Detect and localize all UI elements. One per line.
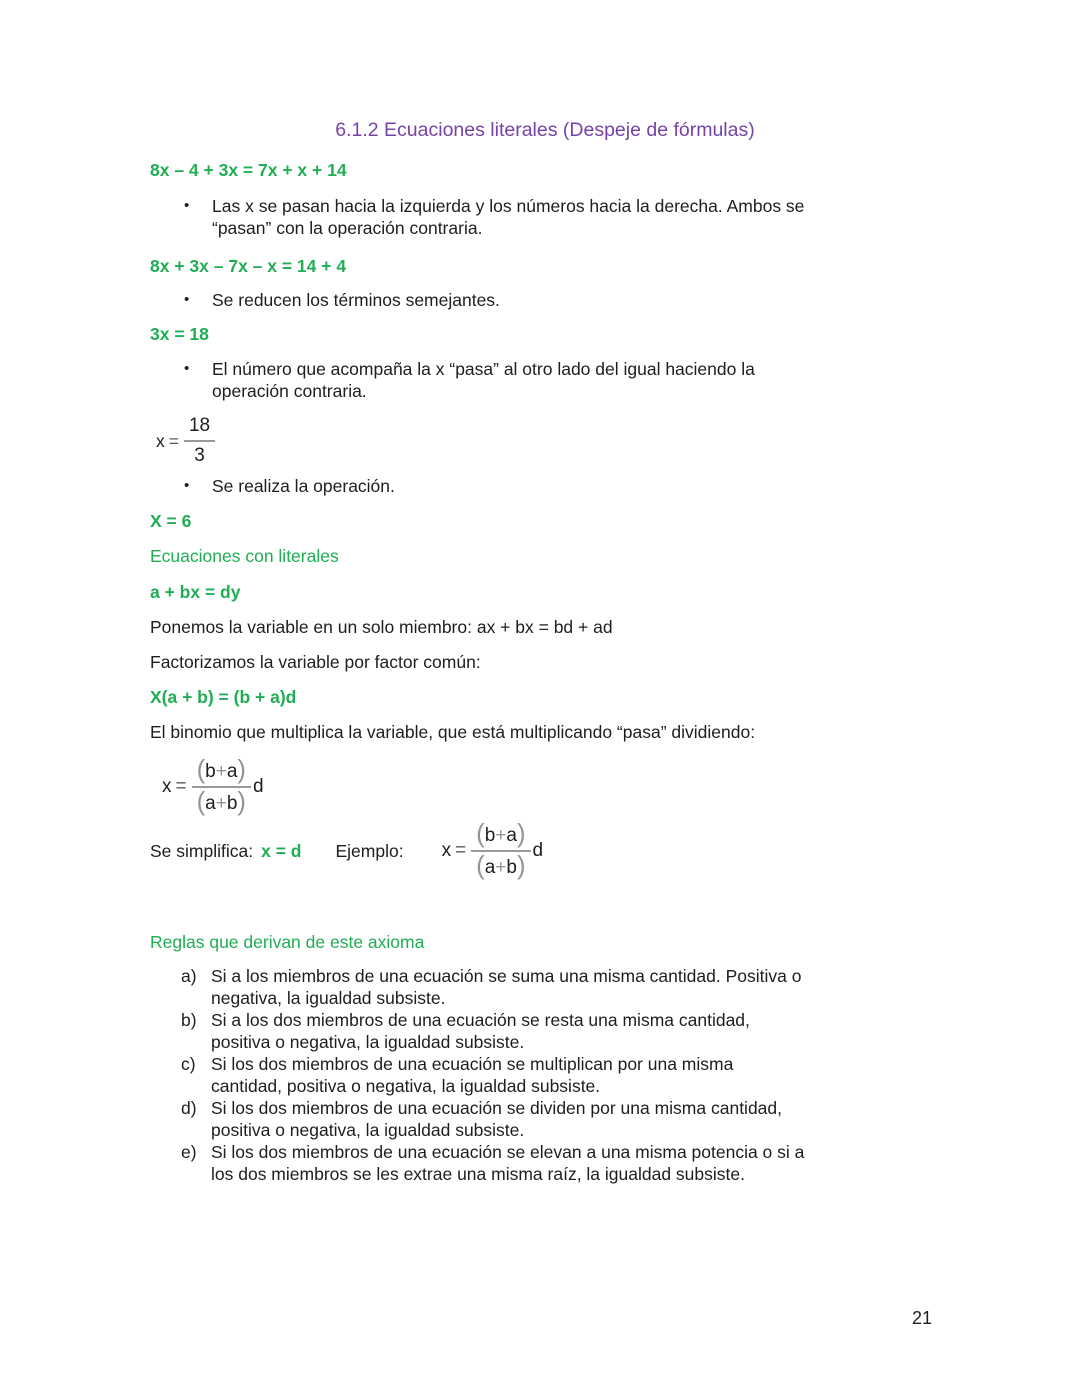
simplify-line <box>150 821 940 881</box>
paragraph: Ponemos la variable en un solo miembro: ax + bx = bd + ad <box>150 617 613 637</box>
bullet-line: operación contraria. <box>212 381 367 401</box>
subheading-reglas-axioma: Reglas que derivan de este axioma <box>150 932 425 952</box>
list-marker: e) <box>181 1142 197 1162</box>
page-number: 21 <box>911 1308 932 1328</box>
paren-close: ) <box>516 820 526 848</box>
rule-line: Si a los miembros de una ecuación se suma una misma cantidad. Positiva o <box>211 966 802 986</box>
bullet-icon: • <box>184 477 190 494</box>
bullet-text <box>212 195 804 239</box>
equation-x-equals-18-over-3 <box>156 413 940 469</box>
paren-close: ) <box>237 788 246 816</box>
paren-close: ) <box>237 756 246 784</box>
rule-line: Si los dos miembros de una ecuación se elevan a una misma potencia o si a <box>211 1142 805 1162</box>
bullet-item-4 <box>150 475 940 497</box>
bullet-item-1 <box>150 195 940 239</box>
rule-item-a <box>150 965 940 1009</box>
math-term: b <box>484 825 496 846</box>
example-label: Ejemplo: <box>335 841 404 861</box>
bullet-item-2 <box>150 289 940 311</box>
rule-line: negativa, la igualdad subsiste. <box>211 988 446 1008</box>
rule-line: los dos miembros se les extrae una misma raíz, la igualdad subsiste. <box>211 1164 745 1184</box>
equation-step-1: 8x – 4 + 3x = 7x + x + 14 <box>150 160 347 180</box>
list-marker: c) <box>181 1054 196 1074</box>
math-term: a <box>205 793 216 814</box>
bullet-icon: • <box>184 291 190 308</box>
rule-line: Si los dos miembros de una ecuación se multiplican por una misma <box>211 1054 734 1074</box>
equation-x-equals-ba-over-ab <box>162 757 940 817</box>
rule-line: cantidad, positiva o negativa, la igualdad subsiste. <box>211 1076 601 1096</box>
plus-sign: + <box>215 761 227 782</box>
rules-list <box>150 965 940 1185</box>
equals-sign: = <box>455 840 467 861</box>
rule-item-c <box>150 1053 940 1097</box>
paragraph: Factorizamos la variable por factor común: <box>150 652 481 672</box>
paren-close: ) <box>516 852 526 880</box>
math-variable: x <box>156 431 165 451</box>
equals-sign: = <box>175 776 187 797</box>
bullet-text: Se realiza la operación. <box>212 476 395 496</box>
fraction-numerator: 18 <box>184 413 215 442</box>
list-marker: b) <box>181 1010 197 1030</box>
rule-text <box>211 1141 804 1185</box>
plus-sign: + <box>215 793 227 814</box>
bullet-line: Las x se pasan hacia la izquierda y los números hacia la derecha. Ambos se <box>212 196 805 216</box>
paren-open: ( <box>476 852 485 880</box>
math-term: b <box>226 793 238 814</box>
rule-text <box>211 1053 733 1097</box>
plus-sign: + <box>495 857 507 878</box>
page-content <box>150 0 940 1185</box>
subheading-ecuaciones-con-literales: Ecuaciones con literales <box>150 546 339 566</box>
math-term: a <box>484 857 496 878</box>
list-marker: d) <box>181 1098 197 1118</box>
math-multiplier: d <box>532 840 544 861</box>
math-variable: x <box>441 840 452 861</box>
bullet-line: El número que acompaña la x “pasa” al otro lado del igual haciendo la <box>212 359 755 379</box>
rule-line: Si a los dos miembros de una ecuación se resta una misma cantidad, <box>211 1010 750 1030</box>
rule-text <box>211 1009 750 1053</box>
fraction <box>192 757 251 817</box>
math-term: b <box>205 761 216 782</box>
fraction-numerator <box>471 821 530 852</box>
fraction <box>184 413 215 469</box>
math-multiplier: d <box>252 776 264 797</box>
simplify-result: x = d <box>261 841 302 861</box>
rule-line: positiva o negativa, la igualdad subsiste. <box>211 1120 525 1140</box>
equation-literal-1: a + bx = dy <box>150 582 241 602</box>
equation-example-x-equals-ba-over-ab <box>442 821 544 881</box>
paren-open: ( <box>196 756 206 784</box>
bullet-line: “pasan” con la operación contraria. <box>212 218 483 238</box>
rule-line: Si los dos miembros de una ecuación se dividen por una misma cantidad, <box>211 1098 783 1118</box>
fraction-denominator <box>197 788 246 817</box>
rule-item-d <box>150 1097 940 1141</box>
rule-item-b <box>150 1009 940 1053</box>
paren-open: ( <box>196 788 206 816</box>
equals-sign: = <box>168 431 179 451</box>
math-term: a <box>226 761 238 782</box>
equation-step-3: 3x = 18 <box>150 324 209 344</box>
rule-text <box>211 1097 782 1141</box>
bullet-text: Se reducen los términos semejantes. <box>212 290 500 310</box>
fraction-numerator <box>192 757 251 788</box>
page-title: 6.1.2 Ecuaciones literales (Despeje de fórmulas) <box>335 119 755 141</box>
math-term: a <box>506 825 517 846</box>
paren-open: ( <box>476 820 485 848</box>
bullet-icon: • <box>184 360 190 377</box>
equation-literal-2: X(a + b) = (b + a)d <box>150 687 297 707</box>
bullet-text <box>212 358 755 402</box>
rule-line: positiva o negativa, la igualdad subsiste. <box>211 1032 525 1052</box>
simplify-label: Se simplifica: <box>150 841 254 861</box>
fraction <box>471 821 530 881</box>
math-term: b <box>506 857 517 878</box>
rule-text <box>211 965 801 1009</box>
equation-step-4: X = 6 <box>150 511 192 531</box>
plus-sign: + <box>495 825 507 846</box>
paragraph: El binomio que multiplica la variable, que está multiplicando “pasa” dividiendo: <box>150 722 756 742</box>
equation-step-2: 8x + 3x – 7x – x = 14 + 4 <box>150 256 347 276</box>
bullet-icon: • <box>184 197 190 214</box>
list-marker: a) <box>181 966 197 986</box>
math-variable: x <box>162 776 172 797</box>
fraction-denominator <box>476 852 525 881</box>
rule-item-e <box>150 1141 940 1185</box>
bullet-item-3 <box>150 358 940 402</box>
fraction-denominator: 3 <box>194 445 205 466</box>
